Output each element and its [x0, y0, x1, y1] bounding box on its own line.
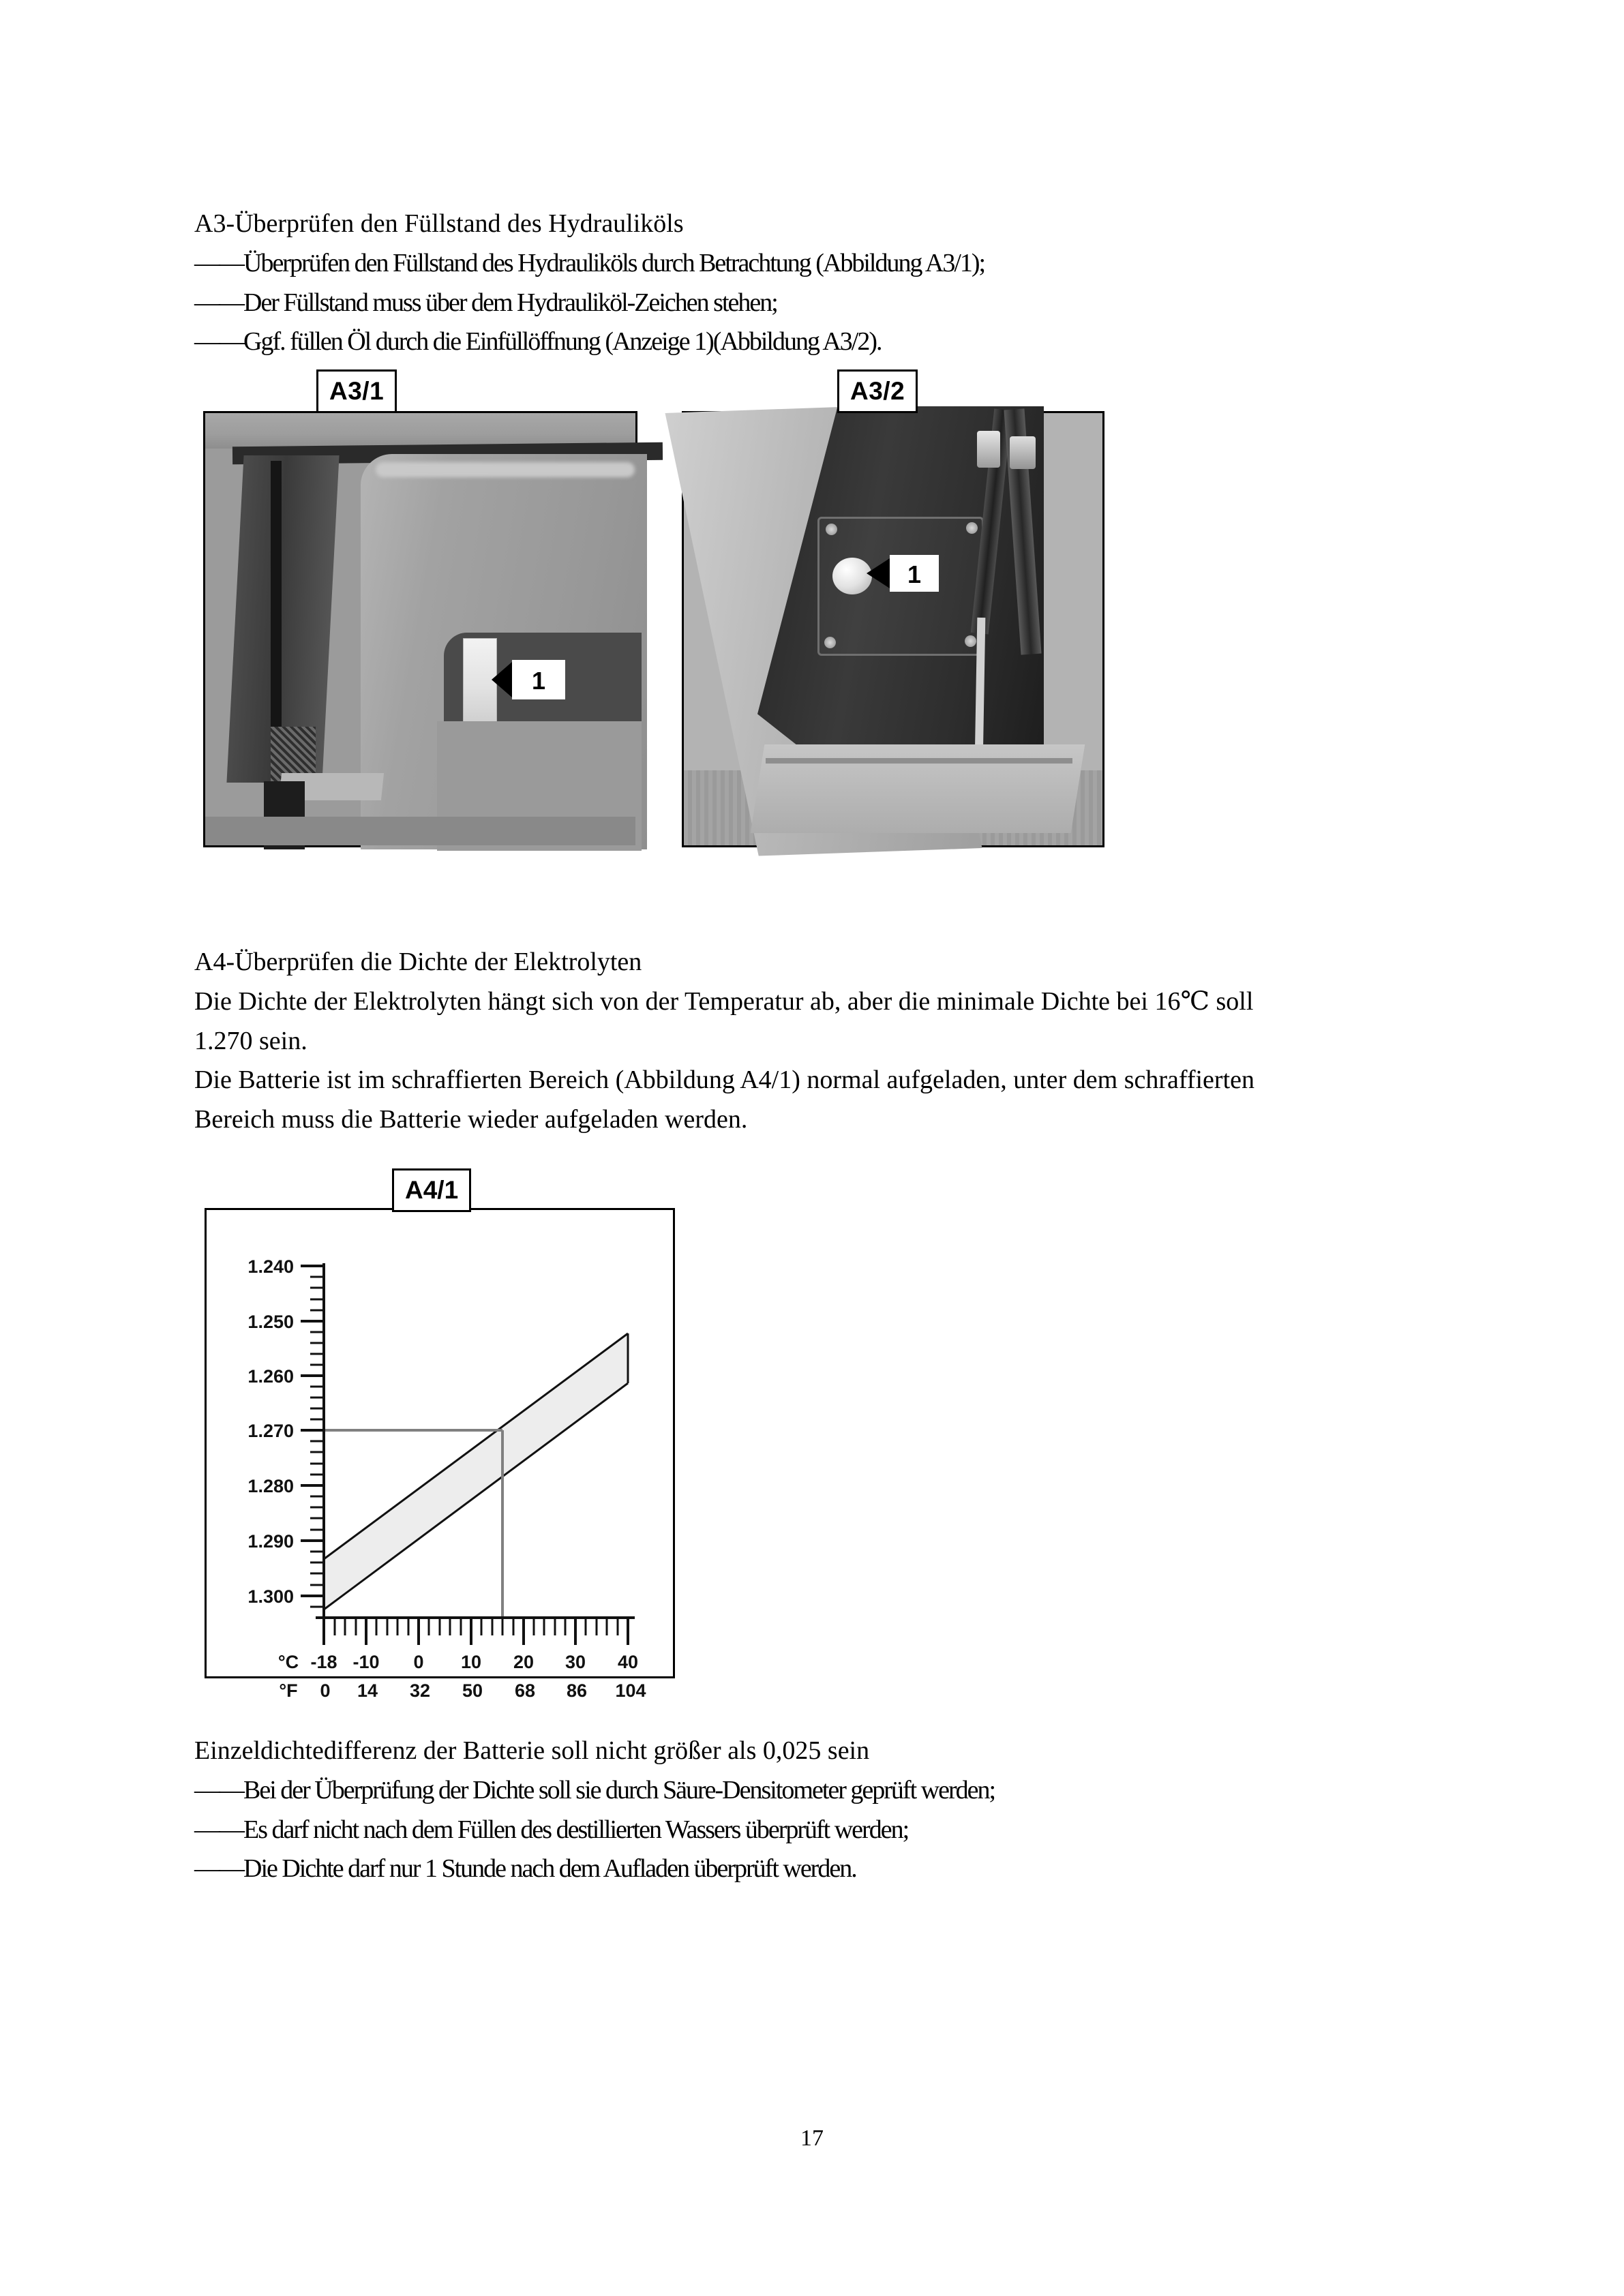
y-tick-label: 1.240: [247, 1256, 294, 1277]
section-a3-text: [194, 205, 1425, 362]
band-lower-edge: [324, 1383, 628, 1610]
a4-paragraph-3: Die Batterie ist im schraffierten Bereich (Abbildung A4/1) normal aufgeladen, unter dem schraffierten: [194, 1066, 1254, 1095]
y-tick-label: 1.250: [247, 1312, 294, 1332]
photo-detail: [965, 635, 976, 647]
x-tick-label-f: 50: [462, 1680, 483, 1701]
y-tick-label: 1.290: [247, 1531, 294, 1552]
y-tick-label: 1.270: [247, 1421, 294, 1441]
x-axis-fahrenheit-tick-labels: [320, 1680, 646, 1701]
photo-a3-2-image: [684, 413, 1102, 845]
x-tick-label-c: -18: [310, 1652, 337, 1672]
y-tick-label: 1.280: [247, 1476, 294, 1496]
x-axis-unit-celsius: °C: [277, 1652, 299, 1672]
section-tail-text: [194, 1732, 1425, 1889]
x-axis-unit-fahrenheit: °F: [279, 1680, 298, 1701]
tail-bullet-2: ——Es darf nicht nach dem Füllen des destillierten Wassers überprüft werden;: [194, 1815, 909, 1844]
callout-arrow-icon: [867, 558, 890, 588]
shaded-band: [324, 1333, 628, 1610]
a4-heading: A4-Überprüfen die Dichte der Elektrolyten: [194, 948, 642, 976]
y-axis-major-ticks: [301, 1266, 324, 1596]
x-tick-label-c: 40: [617, 1652, 639, 1672]
x-tick-label-c: 0: [413, 1652, 424, 1672]
figure-row-a3: [203, 377, 1107, 847]
x-tick-label-f: 0: [320, 1680, 331, 1701]
y-axis-minor-ticks: [310, 1277, 324, 1607]
electrolyte-density-chart: [207, 1210, 677, 1701]
callout-number: 1: [512, 660, 565, 699]
a3-bullet-1: ——Überprüfen den Füllstand des Hydrauliköls durch Betrachtung (Abbildung A3/1);: [194, 248, 985, 277]
x-tick-label-f: 14: [357, 1680, 378, 1701]
a4-paragraph-1: Die Dichte der Elektrolyten hängt sich von der Temperatur ab, aber die minimale Dichte bei 16℃ soll: [194, 986, 1254, 1016]
callout-marker-1: [492, 660, 565, 699]
figure-a3-1: [203, 411, 637, 847]
photo-detail: [824, 637, 836, 648]
photo-detail: [966, 522, 978, 534]
y-tick-label: 1.260: [247, 1366, 294, 1387]
callout-marker-1: [867, 555, 939, 592]
tail-bullet-3: ——Die Dichte darf nur 1 Stunde nach dem Aufladen überprüft werden.: [194, 1854, 856, 1884]
x-tick-label-f: 32: [409, 1680, 431, 1701]
photo-detail: [826, 524, 837, 535]
x-axis-celsius-tick-labels: [310, 1652, 638, 1672]
callout-number: 1: [890, 555, 939, 592]
photo-detail: [205, 817, 635, 845]
x-tick-label-f: 86: [566, 1680, 588, 1701]
x-tick-label-c: 20: [513, 1652, 535, 1672]
a3-bullet-3: ——Ggf. füllen Öl durch die Einfüllöffnung (Anzeige 1)(Abbildung A3/2).: [194, 327, 882, 357]
a3-heading: A3-Überprüfen den Füllstand des Hydrauliköls: [194, 209, 684, 238]
figure-label-a3-1: A3/1: [316, 369, 397, 413]
a4-paragraph-2: 1.270 sein.: [194, 1026, 307, 1055]
photo-a3-1-image: [205, 413, 635, 845]
x-tick-label-f: 68: [514, 1680, 536, 1701]
figure-label-a3-2: A3/2: [837, 369, 918, 413]
band-upper-edge: [324, 1333, 628, 1559]
photo-detail: [1010, 436, 1036, 469]
figure-label-a4-1: A4/1: [392, 1168, 471, 1212]
figure-a3-2: [682, 411, 1104, 847]
tail-lead: Einzeldichtedifferenz der Batterie soll nicht größer als 0,025 sein: [194, 1736, 870, 1765]
x-tick-label-c: -10: [352, 1652, 380, 1672]
y-tick-label: 1.300: [247, 1586, 294, 1607]
x-tick-label-c: 10: [460, 1652, 482, 1672]
photo-detail: [376, 462, 635, 477]
y-axis-tick-labels: [247, 1256, 294, 1607]
photo-detail: [977, 431, 1000, 468]
a4-paragraph-4: Bereich muss die Batterie wieder aufgeladen werden.: [194, 1105, 748, 1134]
x-tick-label-c: 30: [565, 1652, 586, 1672]
a3-bullet-2: ——Der Füllstand muss über dem Hydrauliköl-Zeichen stehen;: [194, 288, 777, 317]
page-number: 17: [800, 2126, 824, 2151]
x-axis-major-ticks: [324, 1618, 628, 1645]
photo-detail: [766, 758, 1072, 764]
section-a4-text: [194, 943, 1425, 1140]
x-tick-label-f: 104: [615, 1680, 646, 1701]
figure-a4-1: [205, 1176, 675, 1701]
callout-arrow-icon: [492, 662, 512, 697]
tail-bullet-1: ——Bei der Überprüfung der Dichte soll sie durch Säure-Densitometer geprüft werden;: [194, 1775, 995, 1804]
